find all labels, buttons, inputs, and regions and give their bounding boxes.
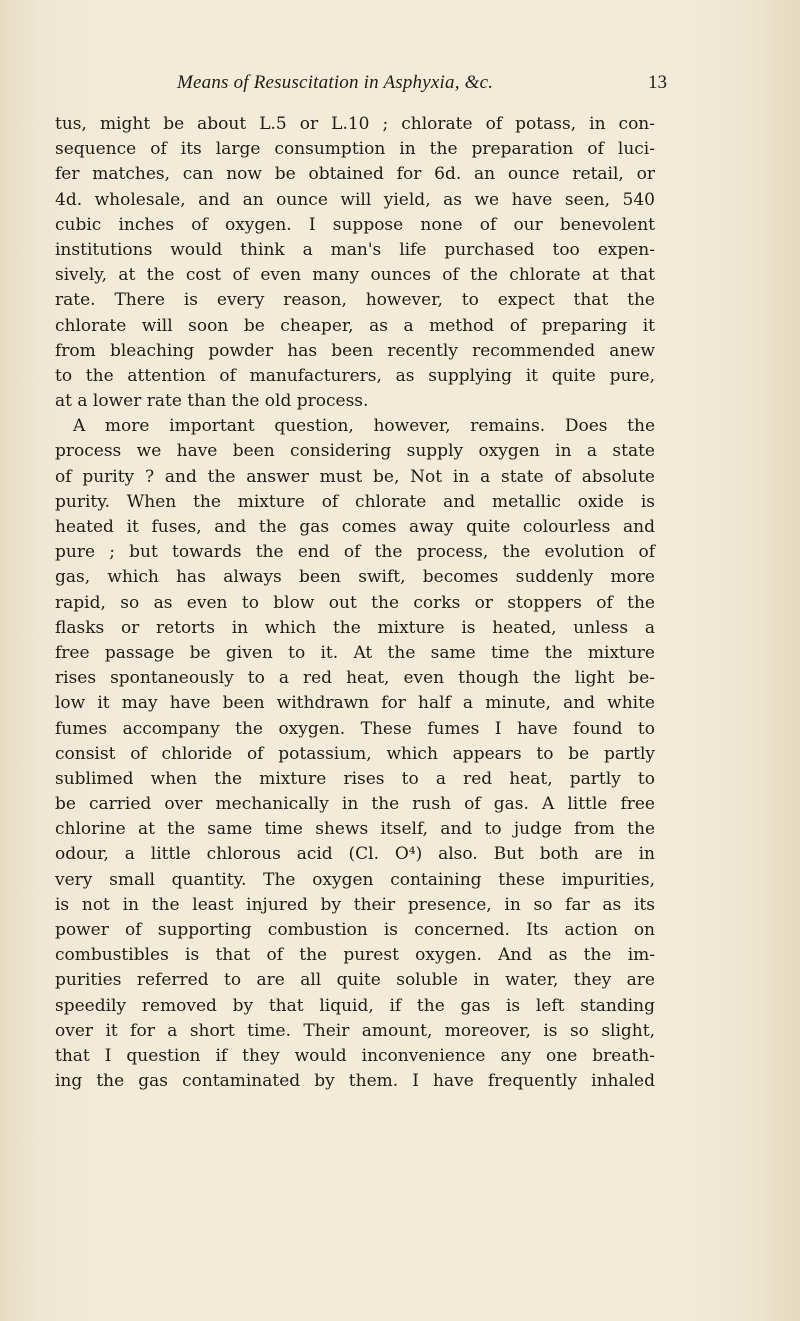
running-title: Means of Resuscitation in Asphyxia, &c. [177, 72, 494, 93]
text-line: rapid, so as even to blow out the corks or stoppers of the [55, 592, 655, 613]
text-line: that I question if they would inconvenience any one breath- [55, 1045, 655, 1066]
text-line: institutions would think a man's life purchased too expen- [55, 239, 655, 260]
text-line: purities referred to are all quite soluble in water, they are [55, 970, 655, 991]
text-line: ing the gas contaminated by them. I have frequently inhaled [55, 1071, 655, 1092]
text-line: heated it fuses, and the gas comes away quite colourless and [55, 517, 655, 537]
text-line: consist of chloride of potassium, which appears to be partly [55, 743, 655, 764]
text-line: be carried over mechanically in the rush of gas. A little free [55, 794, 655, 815]
text-line: odour, a little chlorous acid (Cl. O⁴) also. But both are in [55, 844, 655, 865]
text-line: purity. When the mixture of chlorate and metallic oxide is [55, 491, 655, 512]
text-line: process we have been considering supply oxygen in a state [55, 441, 655, 462]
text-line: flasks or retorts in which the mixture is heated, unless a [55, 617, 655, 638]
text-line: pure ; but towards the end of the process, the evolution of [55, 542, 655, 563]
text-line: tus, might be about L.5 or L.10 ; chlorate of potass, in con- [55, 114, 655, 134]
page-number: 13 [648, 72, 667, 93]
text-line: fumes accompany the oxygen. These fumes I have found to [55, 718, 655, 739]
text-line: to the attention of manufacturers, as supplying it quite pure, [55, 365, 655, 386]
text-line: free passage be given to it. At the same time the mixture [55, 642, 655, 663]
text-line: chlorate will soon be cheaper, as a method of preparing it [55, 315, 655, 336]
text-line: fer matches, can now be obtained for 6d. an ounce retail, or [55, 164, 655, 185]
body-text [55, 112, 655, 1094]
paragraph-start-line: A more important question, however, remains. Does the [73, 416, 655, 437]
text-line: gas, which has always been swift, becomes suddenly more [55, 567, 655, 588]
text-line: is not in the least injured by their presence, in so far as its [55, 894, 655, 915]
paragraph-end-line: at a lower rate than the old process. [55, 391, 369, 412]
text-line: low it may have been withdrawn for half a minute, and white [55, 693, 655, 714]
text-line: sequence of its large consumption in the preparation of luci- [55, 139, 655, 160]
text-line: 4d. wholesale, and an ounce will yield, as we have seen, 540 [55, 189, 655, 210]
text-line: speedily removed by that liquid, if the gas is left standing [55, 995, 655, 1016]
text-line: very small quantity. The oxygen containing these impurities, [55, 869, 655, 890]
text-line: of purity ? and the answer must be, Not in a state of absolute [55, 466, 655, 487]
text-line: combustibles is that of the purest oxygen. And as the im- [55, 945, 655, 966]
text-line: sublimed when the mixture rises to a red heat, partly to [55, 768, 655, 789]
text-line: sively, at the cost of even many ounces of the chlorate at that [55, 265, 655, 286]
text-line: rises spontaneously to a red heat, even though the light be- [55, 668, 655, 689]
text-line: power of supporting combustion is concerned. Its action on [55, 920, 655, 940]
text-line: over it for a short time. Their amount, moreover, is so slight, [55, 1020, 655, 1041]
text-line: cubic inches of oxygen. I suppose none of our benevolent [55, 214, 655, 235]
text-line: from bleaching powder has been recently recommended anew [55, 340, 655, 361]
text-line: chlorine at the same time shews itself, and to judge from the [55, 819, 655, 840]
text-line: rate. There is every reason, however, to expect that the [55, 290, 655, 311]
